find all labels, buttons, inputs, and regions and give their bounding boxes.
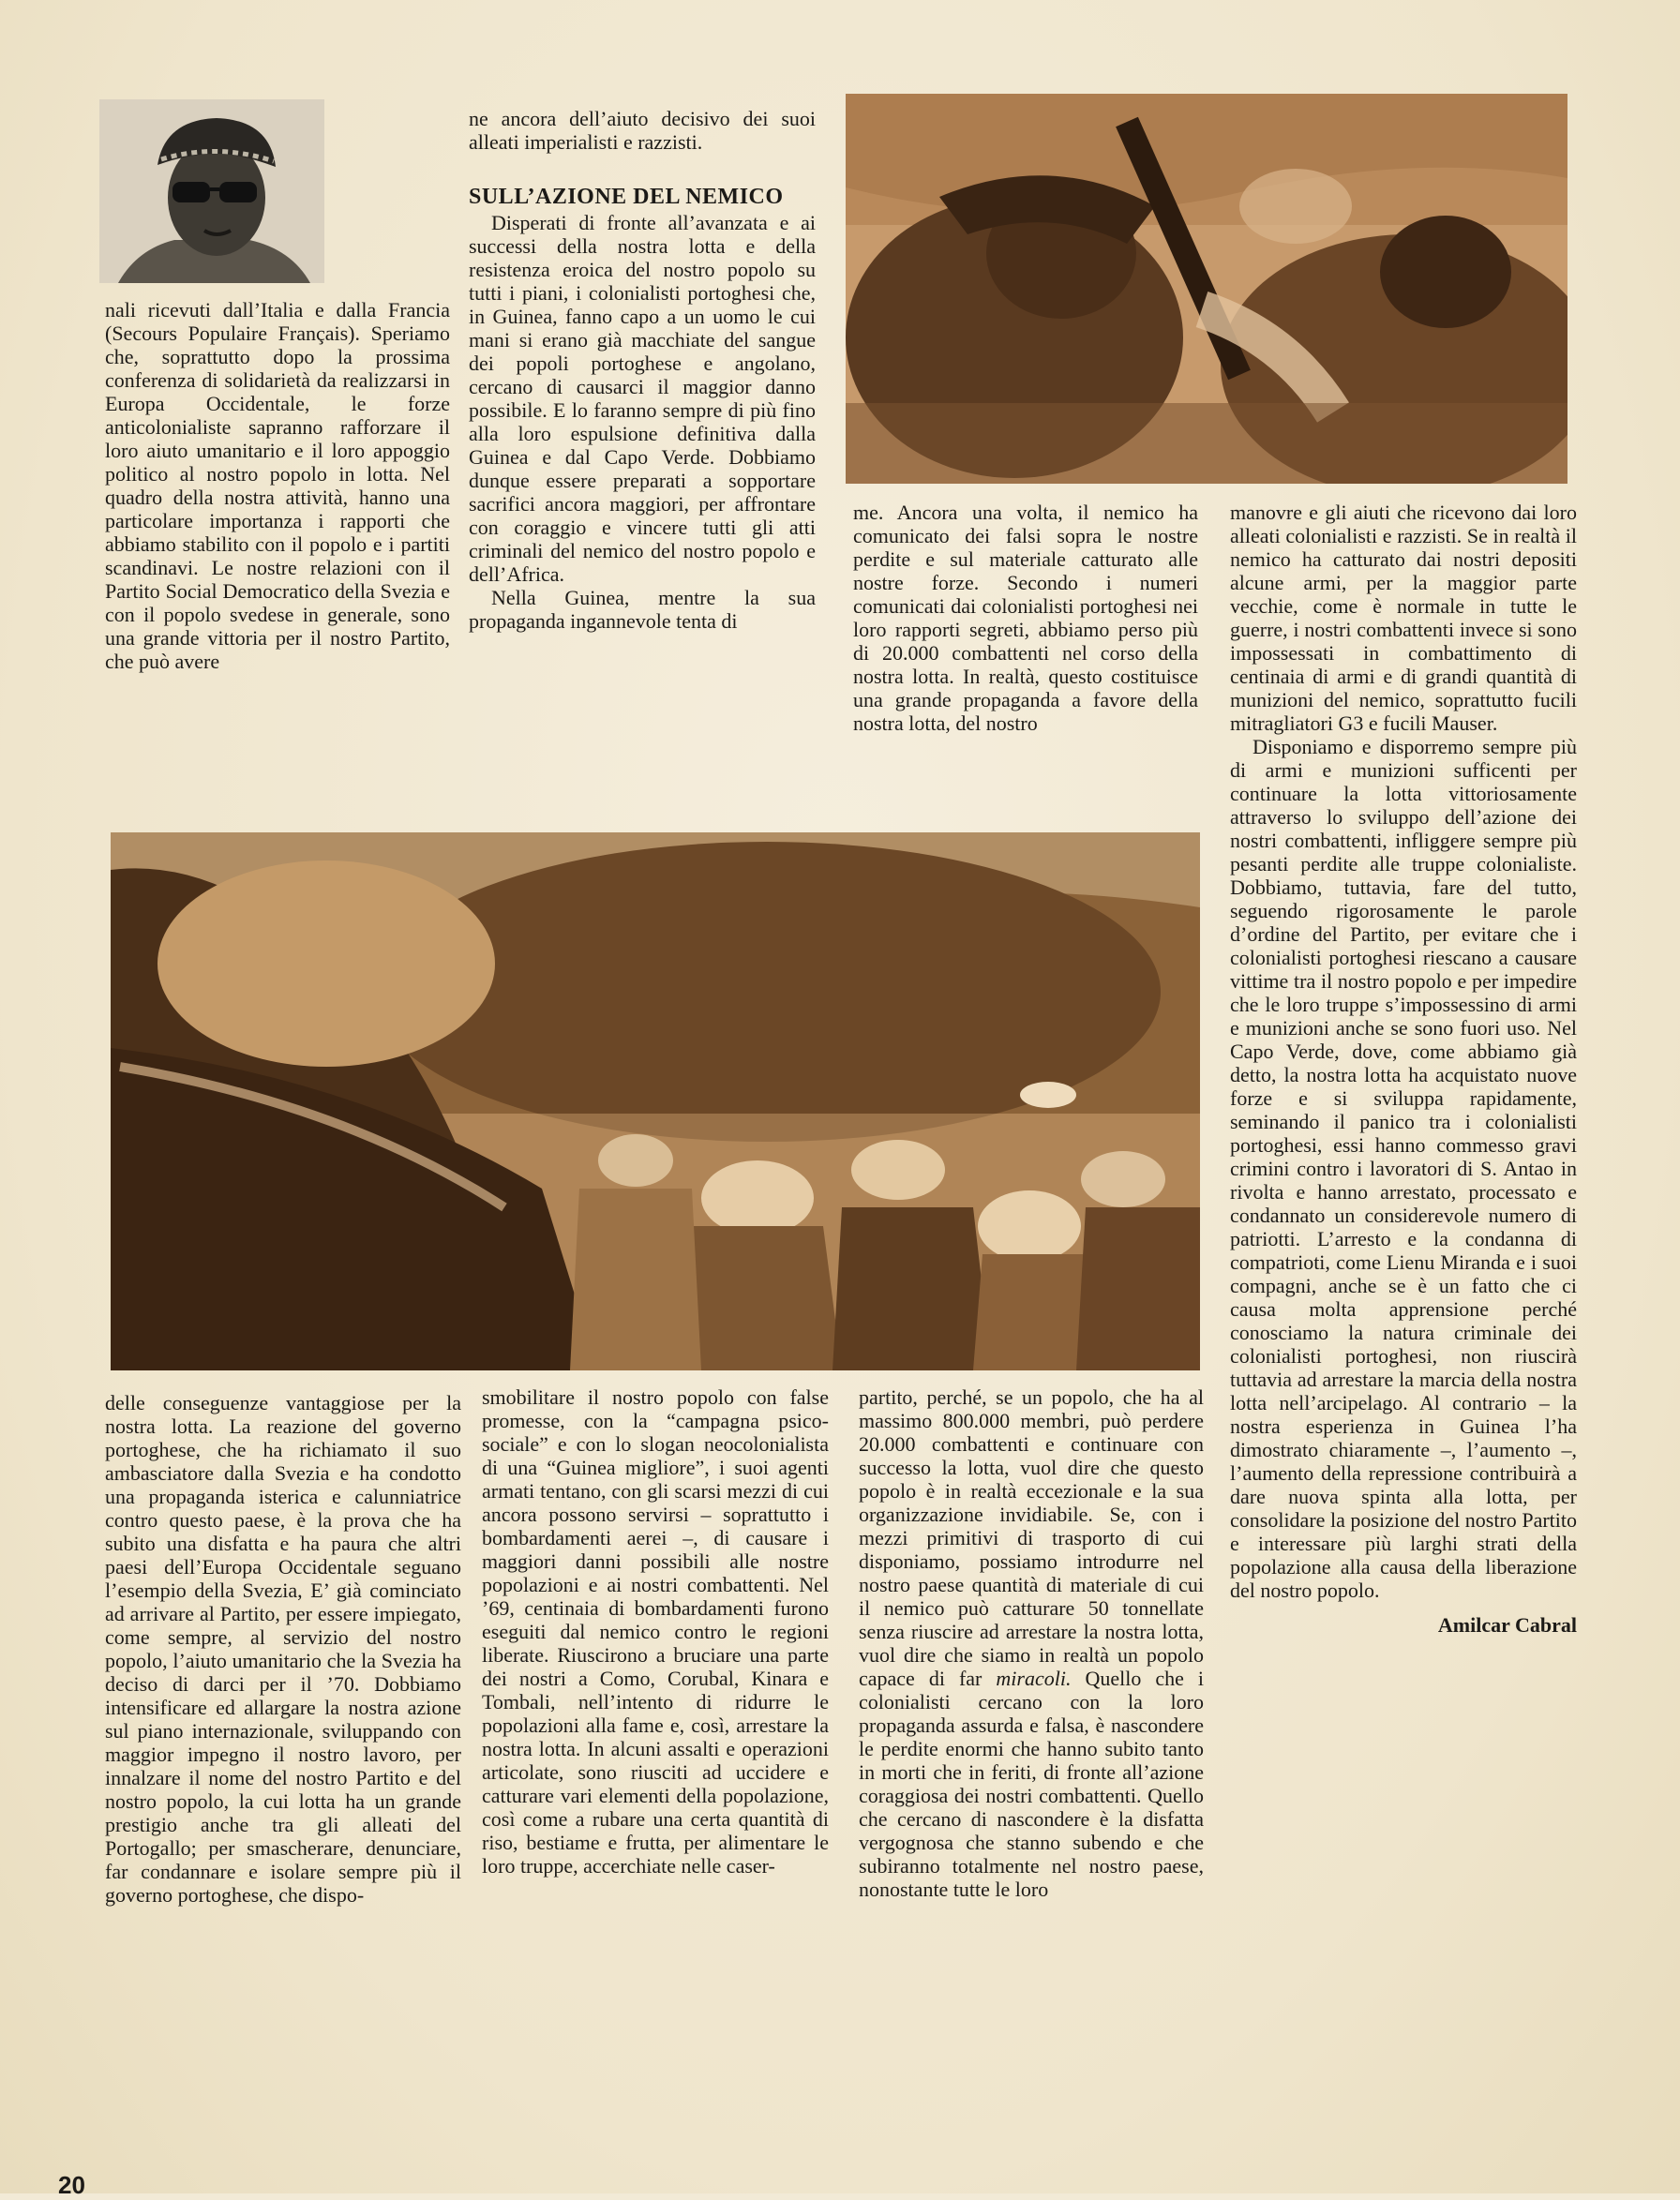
paragraph: Disperati di fronte all’avanzata e ai successi della nostra lotta e della resistenza eroica del nostro popolo su tutti i piani, i colonialisti portoghesi che, in Guinea, fanno capo a un uomo le cui mani si erano già macchiate del sangue dei popoli portoghese e angolano, cercano di causarci il maggior danno possibile. E lo faranno sempre di più fino alla loro espulsione definitiva dalla Guinea e dal Capo Verde. Dobbiamo dunque essere preparati a sopportare sacrifici ancora maggiori, per affrontare con coraggio e vincere tutti gli atti criminali del nemico del nostro popolo e dell’Africa. [469, 211, 816, 586]
text-column-top-2 [469, 107, 816, 633]
combatants-photo-top [846, 94, 1568, 484]
paragraph-part: Quello che i colonialisti cercano con la loro propaganda assurda e falsa, è nascondere le perdite enormi che hanno subito tanto in morti che in feriti, di fronte all’azione coraggiosa dei nostri combattenti. Quello che cercano di nascondere è la disfatta vergognosa che stanno subendo e che subiranno totalmente nel nostro paese, nonostante tutte le loro [859, 1667, 1205, 1901]
assembly-image [111, 832, 1200, 1370]
author-signature: Amilcar Cabral [1437, 1613, 1577, 1637]
paragraph: manovre e gli aiuti che ricevono dai loro alleati colonialisti e razzisti. Se in realtà il nemico ha catturato dai nostri depositi alcune armi, per la maggior parte vecchie, come è normale in tutte le guerre, i nostri combattenti invece si sono impossessati in combattimento di centinaia di armi e di grandi quantità di munizioni del nemico, soprattutto fucili mitragliatori G3 e fucili Mauser. [1230, 501, 1577, 735]
text-column-top-1 [105, 298, 450, 673]
portrait-image [99, 99, 324, 283]
text-column-right [1230, 501, 1577, 1637]
text-column-bottom-2 [482, 1385, 829, 1878]
paragraph: nali ricevuti dall’Italia e dalla Francia (Secours Populaire Français). Speriamo che, soprattutto dopo la prossima conferenza di solidarietà da realizzarsi in Europa Occidentale, le forze anticolonialiste sapranno rafforzare il loro aiuto umanitario e il loro appoggio politico al nostro popolo in lotta. Nel quadro della nostra attività, hanno una particolare importanza i rapporti che abbiamo stabilito con il popolo e i partiti scandinavi. Le nostre relazioni con il Partito Social Democratico della Svezia e con il popolo svedese in generale, sono una grande vittoria per il nostro Partito, che può avere [105, 298, 450, 673]
paragraph: Nella Guinea, mentre la sua propaganda ingannevole tenta di [469, 586, 816, 633]
paragraph: ne ancora dell’aiuto decisivo dei suoi alleati imperialisti e razzisti. [469, 107, 816, 154]
paragraph: Disponiamo e disporremo sempre più di armi e munizioni sufficenti per continuare la lotta vittoriosamente attraverso lo sviluppo dell’azione dei nostri combattenti, infliggere sempre più pesanti perdite alle truppe colonialiste. Dobbiamo, tuttavia, fare del tutto, seguendo rigorosamente le parole d’ordine del Partito, per evitare che i colonialisti portoghesi riescano a causare vittime tra il nostro popolo e per impedire che le loro truppe s’impossessino di armi e munizioni anche se sono fuori uso. Nel Capo Verde, dove, come abbiamo già detto, la nostra lotta ha acquistato nuove forze e si sviluppa rapidamente, seminando il panico tra i colonialisti portoghesi, essi hanno commesso gravi crimini contro i lavoratori di S. Antao in rivolta e hanno arrestato, processato e condannato un considerevole numero di patriotti. L’arresto e la condanna di compatrioti, come Lienu Miranda e i suoi compagni, anche se è un fatto che ci causa molta apprensione perché conosciamo la natura criminale dei colonialisti portoghesi, non riuscirà tuttavia ad arrestare la marcia della nostra lotta nell’arcipelago. Al contrario – la nostra esperienza in Guinea l’ha dimostrato chiaramente –, l’aumento –, l’aumento della repressione contribuirà a dare nuova spinta alla lotta, per consolidare la posizione del nostro Partito e interessare più larghi strati della popolazione alla causa della liberazione del nostro popolo. [1230, 735, 1577, 1602]
assembly-photo [111, 832, 1200, 1370]
portrait-photo [99, 99, 324, 283]
text-column-bottom-1 [105, 1391, 461, 1907]
text-column-top-3 [853, 501, 1198, 735]
text-column-bottom-3 [859, 1385, 1204, 1901]
page-number: 20 [58, 2171, 85, 2199]
section-heading: SULL’AZIONE DEL NEMICO [469, 185, 784, 209]
combatants-image [846, 94, 1568, 484]
paragraph: delle conseguenze vantaggiose per la nostra lotta. La reazione del governo portoghese, che ha richiamato il suo ambasciatore dalla Svezia e ha condotto una propaganda isterica e calunniatrice contro questo paese, è la prova che ha subito una disfatta e ha paura che altri paesi dell’Europa Occidentale seguano l’esempio della Svezia, E’ già cominciato ad arrivare al Partito, per essere impiegato, come sempre, al servizio del nostro popolo, l’aiuto umanitario che la Svezia ha deciso di darci per il ’70. Dobbiamo intensificare ed allargare la nostra azione sul piano internazionale, sviluppando con maggior impegno il nostro lavoro, per innalzare il nome del nostro Partito e del nostro popolo, la cui lotta ha un grande prestigio anche tra gli alleati del Portogallo; per smascherare, denunciare, far condannare e isolare sempre più il governo portoghese, che dispo- [105, 1391, 461, 1907]
paragraph: me. Ancora una volta, il nemico ha comunicato dei falsi sopra le nostre perdite e sul materiale catturato alle nostre forze. Secondo i numeri comunicati dai colonialisti portoghesi nei loro rapporti segreti, abbiamo perso più di 20.000 combattenti nel corso della nostra lotta. In realtà, questo costituisce una grande propaganda a favore della nostra lotta, del nostro [853, 501, 1198, 735]
paragraph [859, 1385, 1204, 1901]
paragraph-part: partito, perché, se un popolo, che ha al massimo 800.000 membri, può perdere 20.000 combattenti e continuare con successo la lotta, vuol dire che questo popolo è in realtà eccezionale e la sua organizzazione invidiabile. Se, con i mezzi primitivi di trasporto di cui disponiamo, possiamo introdurre nel nostro paese quantità di materiale di cui il nemico può catturare 50 tonnellate senza riuscire ad arrestare la nostra lotta, vuol dire che siamo in realtà un popolo capace di far [859, 1385, 1204, 1690]
italic-word: miracoli. [996, 1667, 1072, 1690]
paragraph: smobilitare il nostro popolo con false promesse, con la “campagna psico-sociale” e con lo slogan neocolonialista di una “Guinea migliore”, i suoi agenti armati tentano, con gli scarsi mezzi di cui ancora possono servirsi – soprattutto i bombardamenti aerei –, di causare i maggiori danni possibili alle nostre popolazioni e ai nostri combattenti. Nel ’69, centinaia di bombardamenti furono eseguiti dal nemico contro le regioni liberate. Riuscirono a bruciare una parte dei nostri a Como, Corubal, Kinara e Tombali, nell’intento di ridurre le popolazioni alla fame e, così, arrestare la nostra lotta. In alcuni assalti e operazioni articolate, sono riusciti ad uccidere e catturare vari elementi della popolazione, così come a rubare una certa quantità di riso, bestiame e frutta, per alimentare le loro truppe, accerchiate nelle caser- [482, 1385, 829, 1878]
